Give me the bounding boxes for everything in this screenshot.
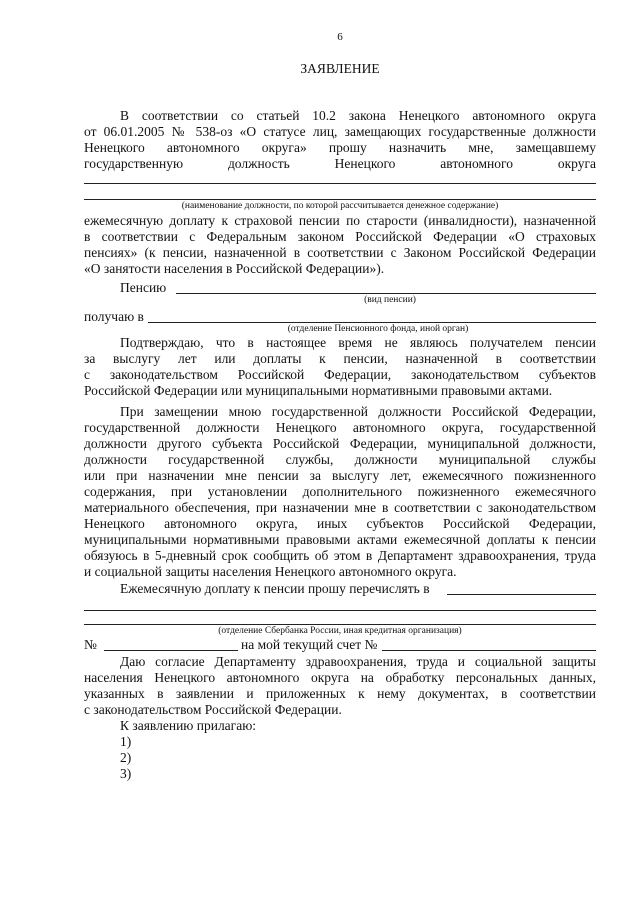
confirm-line-1: Подтверждаю, что в настоящее время не являюсь получателем пенсии <box>120 335 596 350</box>
attachments-label: К заявлению прилагаю: <box>120 718 257 733</box>
position-field-line-2[interactable] <box>84 199 596 200</box>
obligation-line-1: При замещении мною государственной должности Российской Федерации, <box>120 404 596 419</box>
attachment-item-3[interactable]: 3) <box>120 766 132 781</box>
obligation-line-8: Ненецкого автономного округа, иных субъектов Российской Федерации, <box>84 516 596 531</box>
intro-line-2: от 06.01.2005 № 538-оз «О статусе лиц, замещающих государственные должности <box>84 124 596 139</box>
transfer-bank-field-3[interactable] <box>84 624 596 625</box>
number-field[interactable] <box>104 650 238 651</box>
transfer-label: Ежемесячную доплату к пенсии прошу перечислять в <box>120 581 430 596</box>
number-label: № <box>84 637 97 652</box>
pension-type-field[interactable] <box>176 293 596 294</box>
consent-line-3: указанных в заявлении и приложенных к нему документах, в соответствии <box>84 686 596 701</box>
intro-line-3: Ненецкого автономного округа» прошу назначить мне, замещавшему <box>84 140 596 155</box>
consent-line-4: с законодательством Российской Федерации. <box>84 702 342 717</box>
purpose-line-3: пенсиях» (к пенсии, назначенной в соответствии с Законом Российской Федерации <box>84 245 596 260</box>
consent-line-2: населения Ненецкого автономного округа на обработку персональных данных, <box>84 670 596 685</box>
account-number-field[interactable] <box>382 650 596 651</box>
transfer-bank-field-2[interactable] <box>84 610 596 611</box>
purpose-line-2: в соответствии с Федеральным законом Российской Федерации «О страховых <box>84 229 596 244</box>
attachment-item-1[interactable]: 1) <box>120 734 132 749</box>
pension-type-caption: (вид пенсии) <box>364 295 416 305</box>
confirm-line-4: Российской Федерации или муниципальными нормативными правовыми актами. <box>84 383 553 398</box>
obligation-line-9: муниципальными нормативными правовыми актами ежемесячной доплаты к пенсии <box>84 532 596 547</box>
receive-label: получаю в <box>84 309 144 324</box>
position-caption: (наименование должности, по которой рассчитывается денежное содержание) <box>181 201 499 211</box>
pension-authority-caption: (отделение Пенсионного фонда, иной орган) <box>287 324 469 334</box>
position-field-line-1[interactable] <box>84 183 596 184</box>
purpose-line-4: «О занятости населения в Российской Федерации»). <box>84 261 385 276</box>
obligation-line-10: обязуюсь в 5-дневный срок сообщить об этом в Департамент здравоохранения, труда <box>84 548 596 563</box>
intro-line-1: В соответствии со статьей 10.2 закона Ненецкого автономного округа <box>120 108 596 123</box>
attachment-item-2[interactable]: 2) <box>120 750 132 765</box>
obligation-line-11: и социальной защиты населения Ненецкого автономного округа. <box>84 564 457 579</box>
purpose-line-1: ежемесячную доплату к страховой пенсии по старости (инвалидности), назначенной <box>84 213 596 228</box>
consent-line-1: Даю согласие Департаменту здравоохранения, труда и социальной защиты <box>120 654 596 669</box>
transfer-bank-caption: (отделение Сбербанка России, иная кредитная организация) <box>218 626 462 636</box>
obligation-line-2: государственной должности Ненецкого автономного округа, государственной <box>84 420 596 435</box>
obligation-line-7: материального обеспечения, при назначении мне в соответствии с законодательством <box>84 500 596 515</box>
pension-label: Пенсию <box>120 280 167 295</box>
intro-line-4: государственную должность Ненецкого автономного округа <box>84 156 596 171</box>
obligation-line-6: содержания, при установлении дополнительного пожизненного ежемесячного <box>84 484 596 499</box>
obligation-line-3: должности другого субъекта Российской Федерации, муниципальной должности, <box>84 436 596 451</box>
page-number: 6 <box>337 31 343 43</box>
account-label: на мой текущий счет № <box>241 637 378 652</box>
transfer-bank-field-1[interactable] <box>447 594 596 595</box>
confirm-line-2: за выслугу лет или доплаты к пенсии, назначенной в соответствии <box>84 351 596 366</box>
obligation-line-5: или при назначении мне пенсии за выслугу лет, ежемесячного пожизненного <box>84 468 596 483</box>
obligation-line-4: должности государственной службы, должности муниципальной службы <box>84 452 596 467</box>
document-title: ЗАЯВЛЕНИЕ <box>300 61 380 76</box>
confirm-line-3: с законодательством Российской Федерации, законодательством субъектов <box>84 367 596 382</box>
pension-authority-field[interactable] <box>148 322 596 323</box>
